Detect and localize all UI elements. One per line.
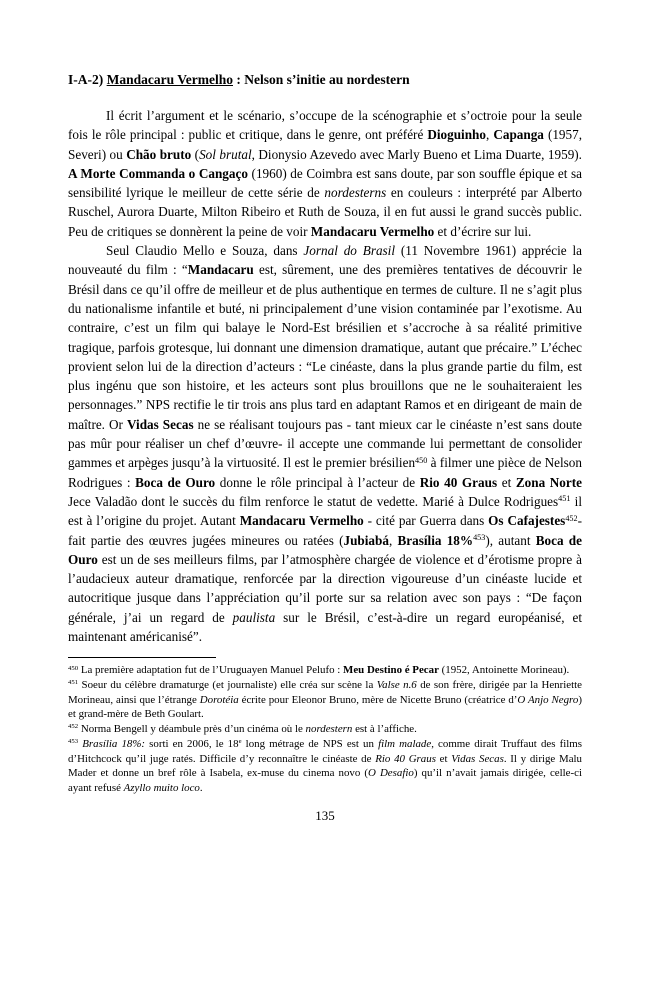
page-number: 135 bbox=[315, 807, 335, 823]
section-heading: I-A-2) Mandacaru Vermelho : Nelson s’initie au nordestern bbox=[68, 72, 410, 87]
footnote-450: $^{450}$ La première adaptation fut de l’Uruguayen Manuel Pelufo : Meu Destino é Pecar (1952, Antoinette Morineau). bbox=[68, 664, 570, 677]
footnote-451: $^{451}$ Soeur du célèbre dramaturge (et journaliste) elle créa sur scène la Valse n.6 de son frère, dirigée par la Henriette Morineau, ainsi que l’étrange Dorotéia écrite pour Eleonor Bruno, mère de Nicette Bruno (créatrice d’O Anjo Negro) et grand-mère de Beth Goulart. bbox=[68, 679, 582, 721]
paragraph: Il écrit l’argument et le scénario, s’occupe de la scénographie et s’octroie pour la seule fois le rôle principal : public et critique, dans le genre, ont préféré Dioguinho, Capanga (1957, Severi) ou Chão bruto (Sol brutal, Dionysio Azevedo avec Marly Bueno et Lima Duarte, 1959). A Morte Commanda o Cangaço (1960) de Coimbra est sans doute, par son souffle épique et sa sensibilité lyrique le meilleur de cette série de nordesterns en couleurs : interprété par Alberto Ruschel, Aurora Duarte, Milton Ribeiro et Ruth de Souza, il en fut aussi le grand succès public. Peu de critiques se donnèrent la peine de voir Mandacaru Vermelho et d’écrire sur lui. bbox=[68, 108, 583, 239]
footnote-453: $^{453}$ Brasília 18%: sorti en 2006, le 18e long métrage de NPS est un film malade, comme dirait Truffaut des films d’Hitchcock qu’il juge ratés. Difficile d’y reconnaître le cinéaste de Rio 40 Graus et Vidas Secas. Il y dirige Malu Mader et donne un bref rôle à Isabela, ex-muse du cinema novo (O Desafio) qu’il n’avait jamais dirigée, celle-ci ayant refusé Azyllo muito loco. bbox=[68, 737, 582, 794]
footnote-separator bbox=[68, 657, 216, 658]
footnote-452: $^{452}$ Norma Bengell y déambule près d’un cinéma où le nordestern est à l’affiche. bbox=[68, 723, 417, 736]
paragraph: Seul Claudio Mello e Souza, dans Jornal do Brasil (11 Novembre 1961) apprécie la nouveauté du film : “Mandacaru est, sûrement, une des premières tentatives de découvrir le Brésil dans ce qu’il offre de meilleur et de plus authentique en termes de culture. Il ne s’agit plus du nationalisme infantile et buté, ni principalement d’une vision contaminée par l’exotisme. Au contraire, c’est un film qui balaye le Nord-Est brésilien et s’accroche à sa réalité primitive tragique, parfois grotesque, lui donnant une dimension dramatique, autant que précaire.” L’échec provient selon lui de la direction d’acteurs : “Le cinéaste, dans la plus grande partie du film, est plus ingénu que son histoire, et les acteurs sont plus brouillons que ne le souhaiteraient les personnages.” NPS rectifie le tir trois ans plus tard en adaptant Ramos et en dirigeant de main de maître. Or Vidas Secas ne se réalisant toujours pas - tant mieux car le cinéaste n’est sans doute pas mûr pour réaliser un chef d’œuvre- il accepte une commande lui permettant de consolider gammes et arpèges jusqu’à la virtuosité. Il est le premier brésilien$^{450}$ à filmer une pièce de Nelson Rodrigues : Boca de Ouro donne le rôle principal à l’acteur de Rio 40 Graus et Zona Norte Jece Valadão dont le succès du film renforce le statut de vedette. Marié à Dulce Rodrigues$^{451}$ il est à l’origine du projet. Autant Mandacaru Vermelho - cité par Guerra dans Os Cafajestes$^{452}$- fait partie des œuvres jugées mineures ou ratées (Jubiabá, Brasília 18%$^{453}$), autant Boca de Ouro est un de ses meilleurs films, par l’atmosphère chargée de violence et d’érotisme propre à l’audacieux auteur dramatique, renforcée par la direction vigoureuse d’un cinéaste lucide et autocritique jusque dans l’appréciation qu’il porte sur sa relation avec son pays : “De façon générale, j’ai un regard de paulista sur le Brésil, c’est-à-dire un regard européanisé, et maintenant américanisé”. bbox=[68, 243, 583, 645]
body-text bbox=[68, 106, 582, 646]
footnotes-section bbox=[68, 663, 582, 795]
